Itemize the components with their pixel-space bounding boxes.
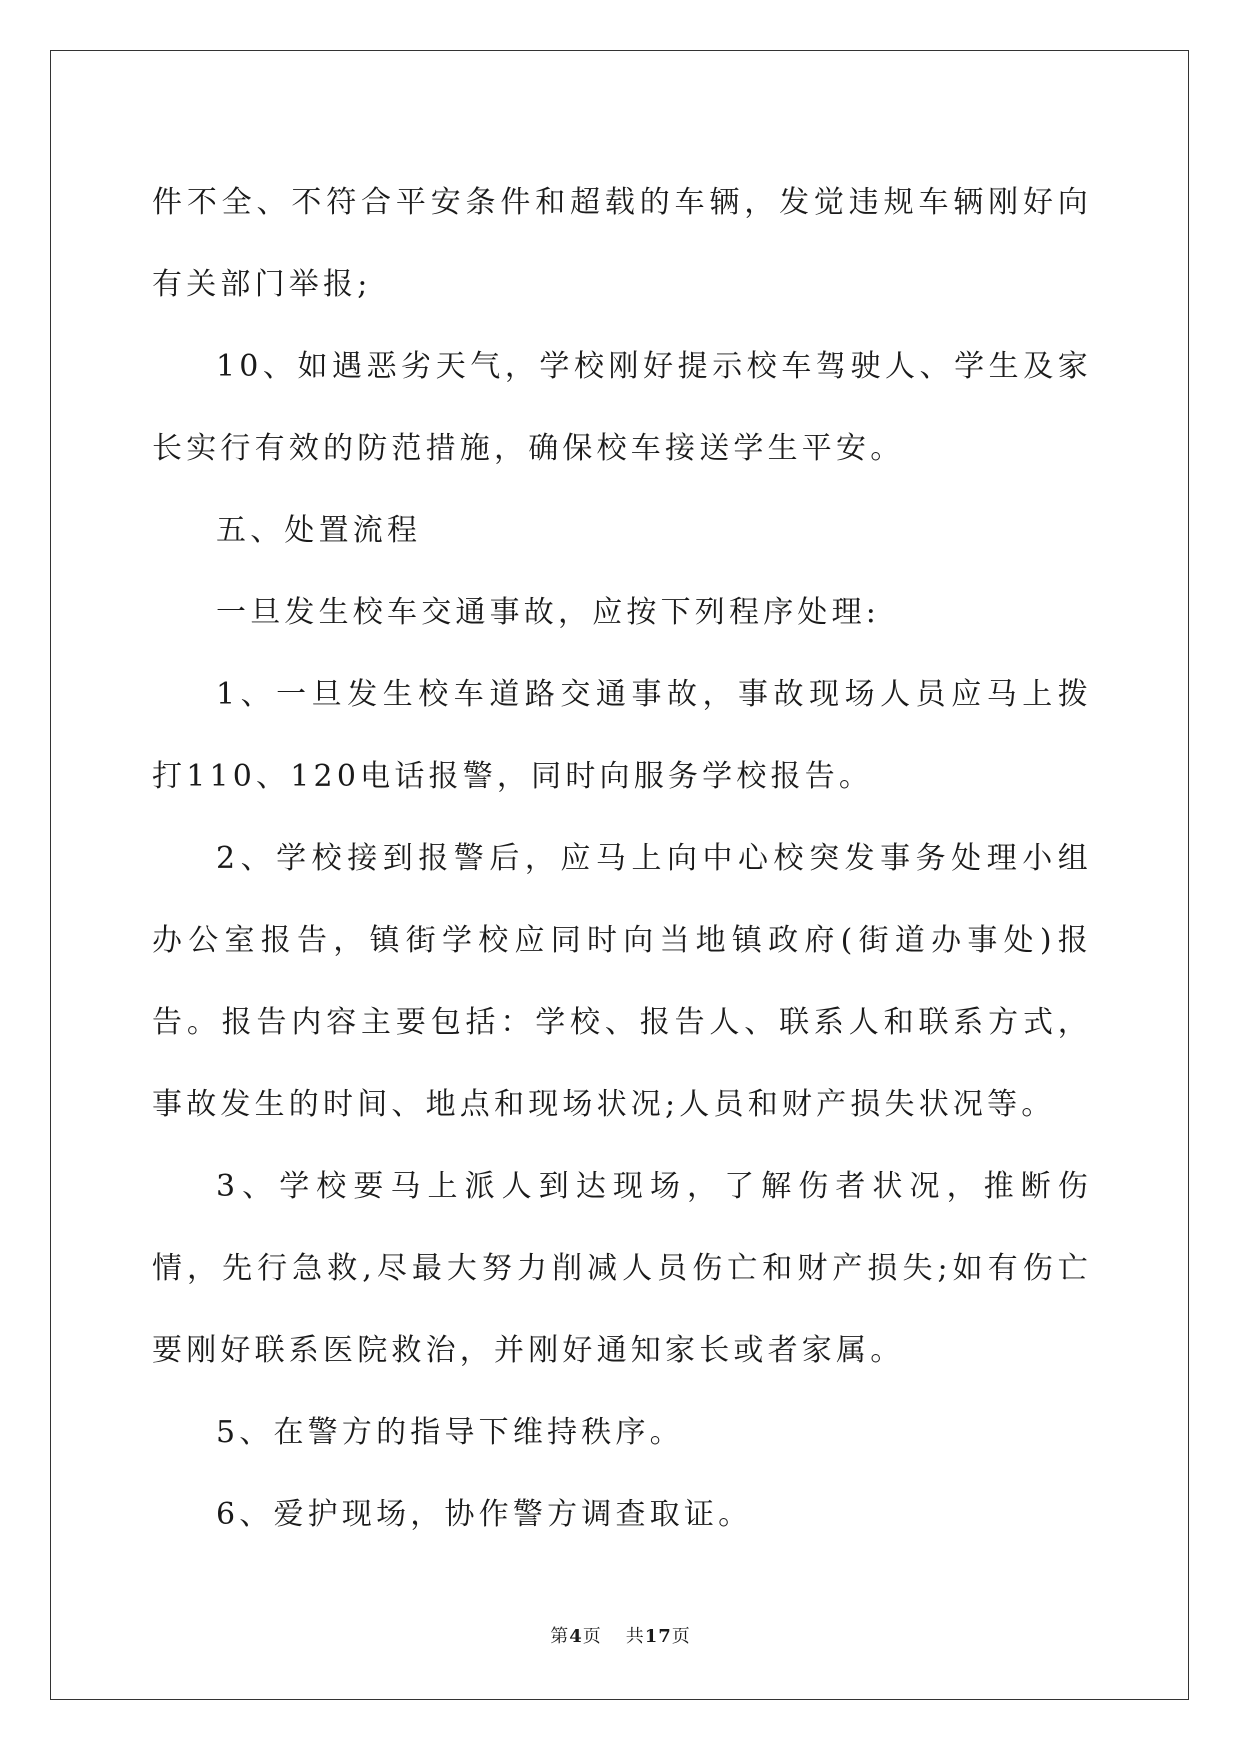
paragraph: 2、学校接到报警后，应马上向中心校突发事务处理小组办公室报告，镇街学校应同时向当地镇政府(街道办事处)报告。报告内容主要包括：学校、报告人、联系人和联系方式，事故发生的时间、地点和现场状况;人员和财产损失状况等。 [152,841,1092,1122]
total-pages-number: 17 [644,1626,672,1647]
document-body [152,162,1092,1556]
current-page-number: 4 [569,1626,583,1647]
footer-total-suffix: 页 [671,1626,691,1647]
footer-total-prefix: 共 [625,1626,645,1647]
paragraph: 件不全、不符合平安条件和超载的车辆，发觉违规车辆刚好向有关部门举报; [152,185,1092,302]
paragraph: 6、爱护现场，协作警方调查取证。 [216,1497,753,1532]
paragraph: 3、学校要马上派人到达现场，了解伤者状况，推断伤情，先行急救,尽最大努力削减人员伤亡和财产损失;如有伤亡要刚好联系医院救治，并刚好通知家长或者家属。 [152,1169,1092,1368]
paragraph: 一旦发生校车交通事故，应按下列程序处理: [216,595,881,630]
footer-prefix: 第 [550,1626,570,1647]
paragraph: 1、一旦发生校车道路交通事故，事故现场人员应马上拨打110、120电话报警，同时向服务学校报告。 [152,677,1092,794]
footer-page-suffix: 页 [582,1626,602,1647]
paragraph: 10、如遇恶劣天气，学校刚好提示校车驾驶人、学生及家长实行有效的防范措施，确保校车接送学生平安。 [152,349,1092,466]
page-footer [0,1622,1241,1648]
section-heading: 五、处置流程 [216,513,422,548]
paragraph: 5、在警方的指导下维持秩序。 [216,1415,684,1450]
